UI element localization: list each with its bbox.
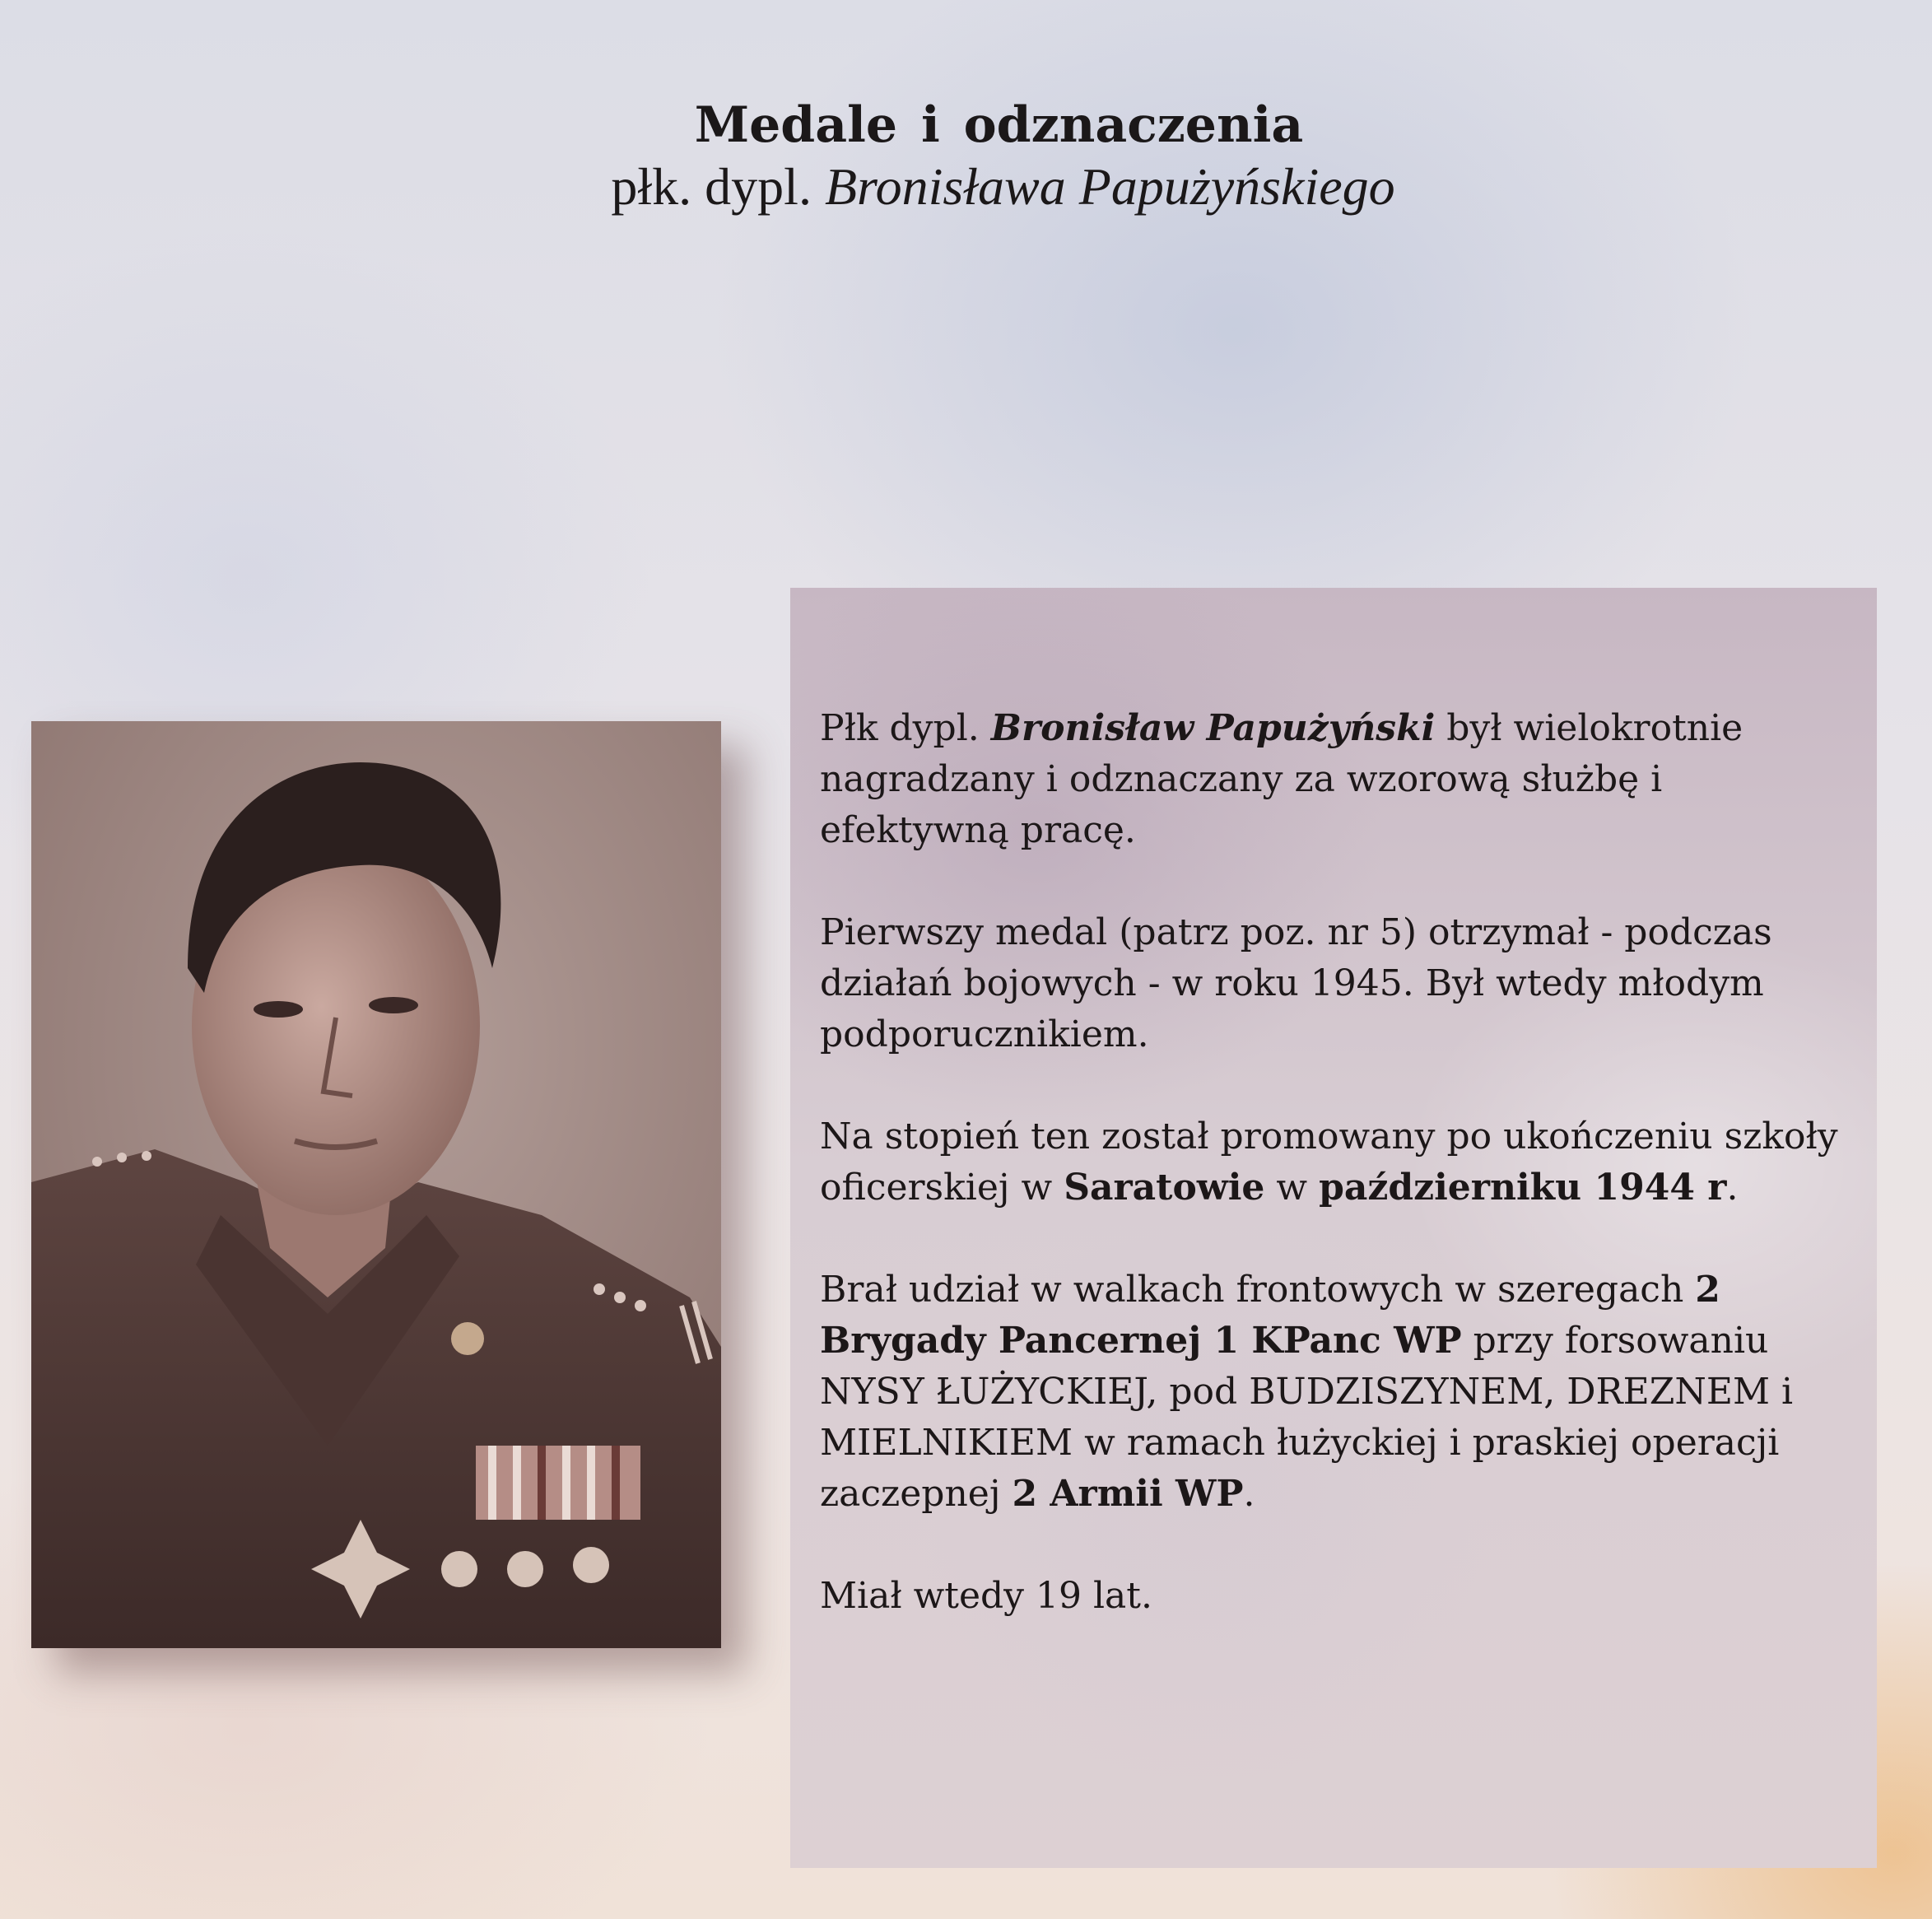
p3-text-3: . xyxy=(1726,1167,1739,1209)
p4-text-1: Brał udział w walkach frontowych w szeregach xyxy=(820,1269,1696,1311)
p1-text-1: Płk dypl. xyxy=(820,707,991,749)
p1-text-2: był wielokrotnie nagradzany i odznaczany za wzorową służbę i efektywną pracę. xyxy=(820,707,1743,851)
page-title: Medale i odznaczenia xyxy=(694,96,1304,154)
page-subtitle xyxy=(74,156,1932,219)
p3-date: październiku 1944 r xyxy=(1319,1167,1727,1209)
text-panel xyxy=(790,588,1877,1868)
p2-text: Pierwszy medal (patrz poz. nr 5) otrzymał - podczas działań bojowych - w roku 1945. Był wtedy młodym podporucznikiem. xyxy=(820,911,1772,1055)
p1-name: Bronisław Papużyński xyxy=(990,707,1436,749)
p3-text-1: Na stopień ten został promowany po ukończeniu szkoły oficerskiej w xyxy=(820,1116,1838,1209)
subtitle-prefix: płk. dypl. xyxy=(611,157,825,216)
portrait-illustration xyxy=(31,721,721,1648)
p3-text-2: w xyxy=(1264,1167,1320,1209)
page-header xyxy=(0,97,1932,219)
p4-text-2: przy forsowaniu NYSY ŁUŻYCKIEJ, pod BUDZISZYNEM, DREZNEM i MIELNIKIEM w ramach łużyckiej i praskiej operacji zaczepnej xyxy=(820,1320,1794,1515)
paragraph-3 xyxy=(820,1111,1847,1213)
p4-army: 2 Armii WP xyxy=(1012,1473,1244,1515)
p4-text-3: . xyxy=(1243,1473,1255,1515)
paragraph-1 xyxy=(820,703,1847,856)
p4-unit: 2 Brygady Pancernej 1 KPanc WP xyxy=(820,1269,1720,1362)
paragraph-2 xyxy=(820,907,1847,1060)
p5-text: Miał wtedy 19 lat. xyxy=(820,1575,1152,1617)
portrait-photo xyxy=(31,721,721,1648)
p3-city: Saratowie xyxy=(1064,1167,1265,1209)
paragraph-5 xyxy=(820,1571,1847,1622)
subtitle-name: Bronisława Papużyńskiego xyxy=(824,157,1395,216)
paragraph-4 xyxy=(820,1265,1847,1520)
